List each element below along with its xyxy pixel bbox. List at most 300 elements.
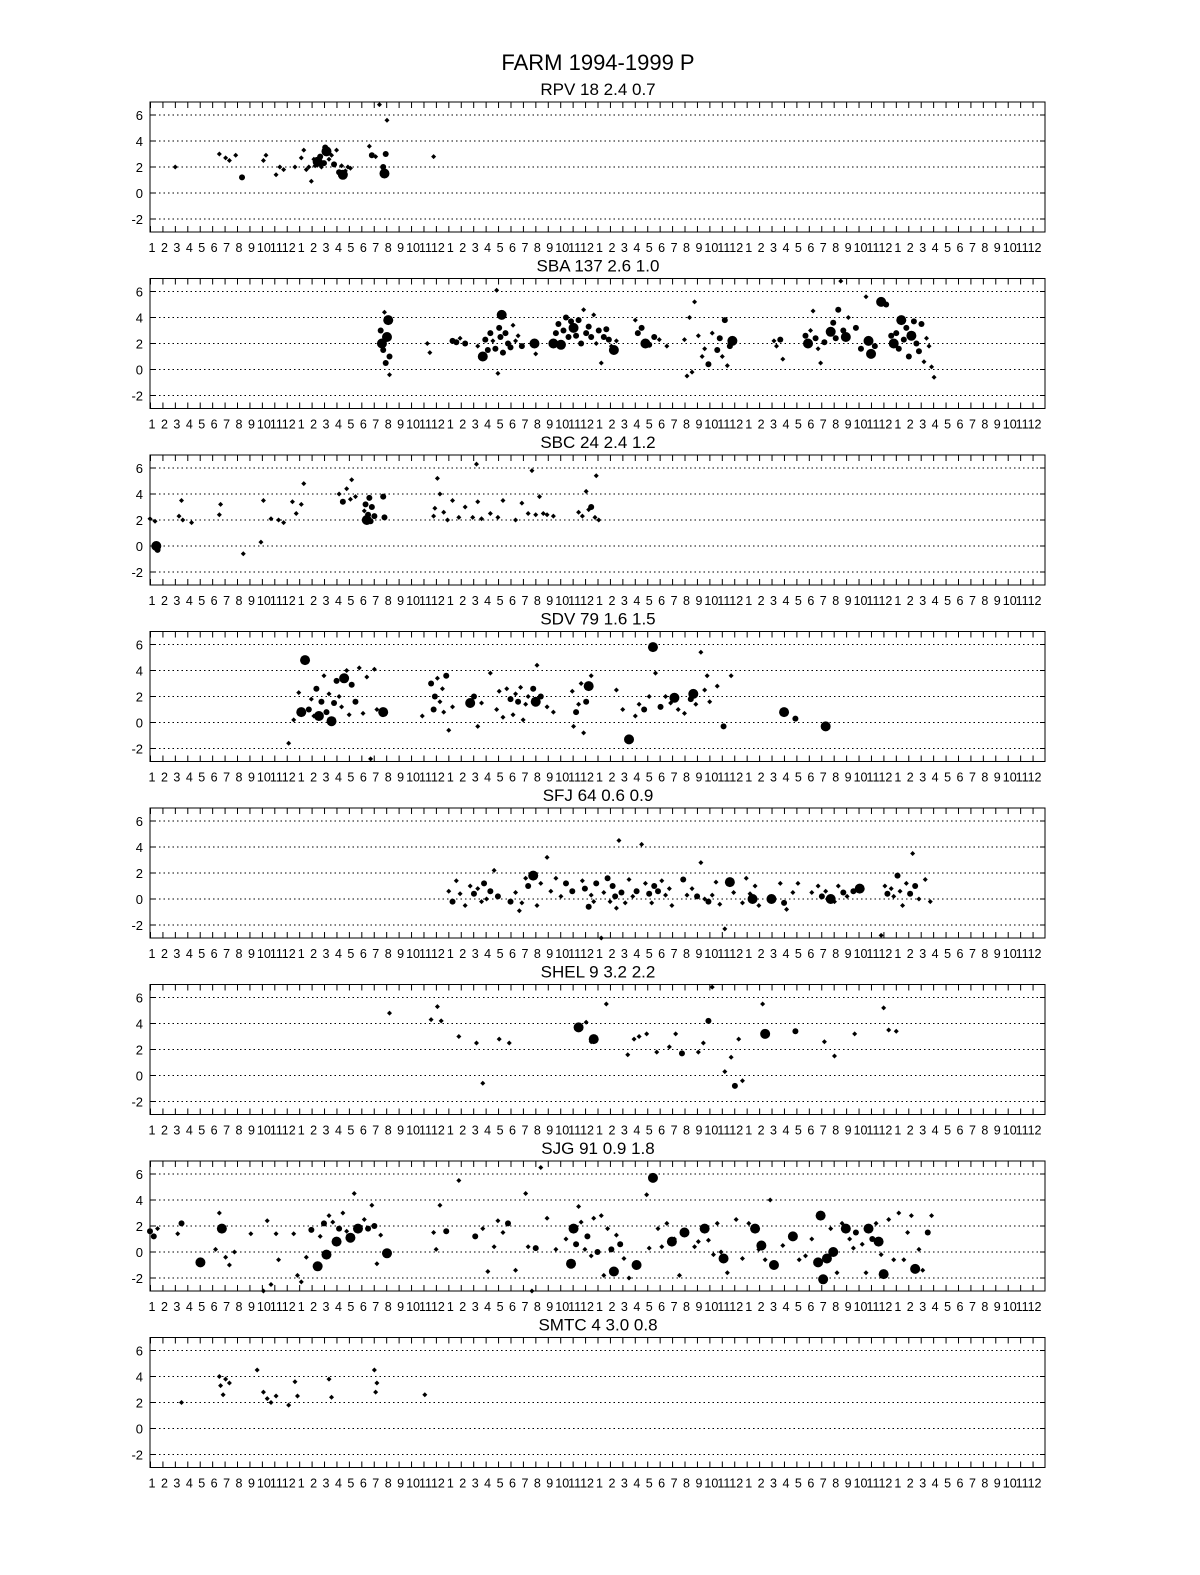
x-tick-label: 9 (247, 947, 255, 961)
y-tick-label: 6 (135, 990, 143, 1006)
x-tick-label: 8 (384, 417, 392, 432)
x-tick-label: 2 (608, 241, 616, 255)
x-tick-label: 3 (770, 594, 778, 608)
x-tick-label: 6 (210, 947, 218, 961)
data-point (893, 330, 899, 336)
x-tick-label: 2 (160, 241, 168, 255)
x-tick-label: 5 (496, 1300, 504, 1314)
y-tick-label: 2 (135, 336, 143, 352)
x-tick-label: 2 (757, 947, 765, 961)
y-tick-label: 0 (135, 362, 143, 378)
x-tick-label: 2 (608, 1476, 616, 1491)
x-tick-label: 7 (968, 417, 976, 432)
data-point (308, 1227, 314, 1233)
data-point (694, 893, 700, 899)
x-tick-label: 12 (1027, 1476, 1042, 1491)
data-point (321, 1220, 327, 1226)
x-tick-label: 8 (384, 1300, 392, 1314)
x-tick-label: 1 (148, 1123, 156, 1138)
x-tick-label: 11 (418, 594, 432, 608)
x-tick-label: 6 (210, 770, 218, 785)
data-point (618, 890, 624, 896)
data-point (345, 1233, 355, 1243)
x-tick-label: 5 (496, 947, 504, 961)
x-tick-label: 2 (160, 770, 168, 785)
data-point (835, 307, 841, 313)
panel-title: SHEL 9 3.2 2.2 (540, 962, 656, 982)
x-tick-label: 11 (568, 770, 582, 785)
x-tick-label: 12 (729, 1476, 744, 1491)
x-tick-label: 3 (471, 770, 479, 785)
x-tick-label: 9 (993, 241, 1001, 255)
x-tick-label: 7 (223, 417, 231, 432)
data-point (443, 1228, 449, 1234)
x-tick-label: 6 (509, 1300, 516, 1314)
data-point (748, 894, 758, 904)
x-tick-label: 7 (372, 417, 380, 432)
x-tick-label: 6 (658, 947, 666, 961)
y-tick-label: 4 (135, 663, 143, 679)
x-tick-label: 9 (695, 1300, 703, 1314)
data-point (603, 326, 609, 332)
x-tick-label: 11 (1015, 417, 1029, 432)
x-tick-label: 3 (322, 241, 330, 255)
x-tick-label: 8 (384, 1123, 392, 1138)
x-tick-label: 7 (968, 947, 976, 961)
data-point (883, 302, 889, 308)
x-tick-label: 4 (931, 770, 939, 785)
x-tick-label: 10 (1002, 770, 1017, 785)
x-tick-label: 2 (906, 417, 914, 432)
data-point (705, 899, 711, 905)
x-tick-label: 5 (198, 594, 206, 608)
x-tick-label: 9 (397, 1123, 405, 1138)
x-tick-label: 10 (853, 1476, 868, 1491)
x-tick-label: 4 (484, 241, 492, 255)
x-tick-label: 10 (406, 594, 420, 608)
x-tick-label: 8 (683, 417, 690, 432)
data-point (918, 321, 924, 327)
x-tick-label: 7 (968, 241, 976, 255)
x-tick-label: 8 (533, 1300, 541, 1314)
x-tick-label: 2 (906, 1476, 914, 1491)
x-tick-label: 5 (347, 241, 355, 255)
x-tick-label: 1 (148, 1476, 156, 1491)
data-point (327, 716, 337, 726)
x-tick-label: 3 (620, 1476, 628, 1491)
x-tick-label: 5 (794, 417, 802, 432)
data-point (573, 1241, 579, 1247)
data-point (639, 325, 645, 331)
x-tick-label: 7 (968, 594, 976, 608)
x-tick-label: 12 (430, 241, 445, 255)
data-point (383, 151, 389, 157)
x-tick-label: 9 (546, 1476, 554, 1491)
data-point (679, 1228, 689, 1238)
x-tick-label: 12 (729, 947, 744, 961)
x-tick-label: 4 (633, 1123, 641, 1138)
x-tick-label: 10 (1002, 947, 1017, 961)
x-tick-label: 10 (555, 594, 570, 608)
y-tick-label: 0 (135, 1068, 143, 1084)
x-tick-label: 2 (757, 1123, 765, 1138)
data-point (505, 1220, 511, 1226)
x-tick-label: 3 (620, 594, 628, 608)
data-point (802, 333, 808, 339)
data-point (432, 694, 438, 700)
x-tick-label: 6 (807, 594, 815, 608)
x-tick-label: 9 (397, 594, 405, 608)
x-tick-label: 11 (418, 1476, 432, 1491)
x-tick-label: 12 (1027, 594, 1042, 608)
x-tick-label: 4 (633, 947, 641, 961)
data-point (151, 1233, 157, 1239)
data-point (792, 1028, 798, 1034)
data-point (239, 174, 245, 180)
x-tick-label: 3 (919, 770, 927, 785)
x-tick-label: 6 (509, 1476, 516, 1491)
data-point (816, 1211, 826, 1221)
data-point (573, 333, 579, 339)
x-tick-label: 6 (509, 594, 516, 608)
x-tick-label: 9 (695, 417, 703, 432)
data-point (502, 330, 508, 336)
x-tick-label: 2 (459, 1476, 467, 1491)
x-tick-label: 12 (1027, 417, 1042, 432)
x-tick-label: 8 (832, 241, 840, 255)
x-tick-label: 4 (334, 417, 342, 432)
x-tick-label: 8 (981, 417, 989, 432)
x-tick-label: 7 (670, 241, 678, 255)
x-tick-label: 2 (459, 241, 467, 255)
x-tick-label: 2 (757, 1476, 765, 1491)
data-point (651, 334, 657, 340)
x-tick-label: 7 (223, 1300, 231, 1314)
y-tick-label: 6 (135, 284, 143, 300)
x-tick-label: 11 (717, 1476, 731, 1491)
x-tick-label: 5 (944, 1123, 952, 1138)
x-tick-label: 10 (704, 947, 719, 961)
data-point (528, 871, 538, 881)
x-tick-label: 11 (269, 594, 283, 608)
x-tick-label: 7 (670, 417, 678, 432)
x-tick-label: 6 (210, 594, 218, 608)
x-tick-label: 1 (297, 770, 305, 785)
x-tick-label: 8 (683, 241, 690, 255)
data-point (884, 891, 890, 897)
x-tick-label: 8 (832, 770, 840, 785)
data-point (566, 1259, 576, 1269)
x-tick-label: 2 (757, 417, 765, 432)
x-tick-label: 3 (471, 417, 479, 432)
x-tick-label: 4 (334, 594, 342, 608)
x-tick-label: 12 (281, 1123, 296, 1138)
x-tick-label: 8 (533, 1476, 541, 1491)
x-tick-label: 3 (919, 947, 927, 961)
x-tick-label: 7 (670, 947, 678, 961)
x-tick-label: 3 (620, 241, 628, 255)
x-tick-label: 8 (384, 241, 392, 255)
data-point (658, 704, 664, 710)
x-tick-label: 7 (819, 1476, 827, 1491)
x-tick-label: 1 (446, 770, 454, 785)
data-point (717, 335, 723, 341)
x-tick-label: 7 (223, 947, 231, 961)
x-tick-label: 3 (173, 594, 181, 608)
x-tick-label: 11 (1015, 947, 1029, 961)
x-tick-label: 8 (384, 770, 392, 785)
data-point (195, 1257, 205, 1267)
x-tick-label: 3 (173, 1476, 181, 1491)
data-point (813, 335, 819, 341)
x-tick-label: 7 (819, 1123, 827, 1138)
x-tick-label: 10 (256, 947, 271, 961)
x-tick-label: 1 (596, 1476, 603, 1491)
x-tick-label: 8 (683, 1300, 690, 1314)
data-point (727, 336, 737, 346)
data-point (779, 707, 789, 717)
x-tick-label: 12 (430, 594, 445, 608)
x-tick-label: 5 (198, 947, 206, 961)
x-tick-label: 10 (406, 947, 420, 961)
x-tick-label: 6 (210, 1476, 218, 1491)
data-point (910, 1264, 920, 1274)
data-point (609, 345, 619, 355)
x-tick-label: 6 (509, 770, 516, 785)
x-tick-label: 12 (281, 594, 296, 608)
x-tick-label: 9 (247, 594, 255, 608)
x-tick-label: 10 (853, 947, 868, 961)
data-point (655, 888, 661, 894)
x-tick-label: 2 (757, 1300, 765, 1314)
x-tick-label: 10 (1002, 1123, 1017, 1138)
data-point (556, 340, 566, 350)
x-tick-label: 8 (384, 594, 392, 608)
x-tick-label: 4 (334, 1300, 342, 1314)
x-tick-label: 8 (832, 417, 840, 432)
x-tick-label: 6 (359, 417, 367, 432)
data-point (515, 699, 521, 705)
x-tick-label: 7 (521, 594, 529, 608)
x-tick-label: 10 (256, 770, 271, 785)
data-point (147, 1228, 153, 1234)
x-tick-label: 9 (993, 770, 1001, 785)
y-tick-label: 0 (135, 892, 143, 907)
x-tick-label: 7 (968, 1123, 976, 1138)
data-point (872, 343, 878, 349)
x-tick-label: 11 (568, 417, 582, 432)
data-point (383, 315, 393, 325)
data-point (349, 682, 355, 688)
x-tick-label: 12 (729, 1123, 744, 1138)
x-tick-label: 4 (782, 1300, 790, 1314)
y-tick-label: 0 (135, 186, 143, 201)
x-tick-label: 1 (148, 241, 156, 255)
x-tick-label: 12 (878, 770, 893, 785)
data-point (443, 673, 449, 679)
y-tick-label: 2 (135, 160, 143, 175)
x-tick-label: 9 (546, 1300, 554, 1314)
x-tick-label: 10 (555, 417, 570, 432)
x-tick-label: 10 (704, 241, 719, 255)
x-tick-label: 6 (956, 1476, 964, 1491)
x-tick-label: 12 (430, 1300, 445, 1314)
x-tick-label: 4 (782, 594, 790, 608)
x-tick-label: 5 (198, 417, 206, 432)
x-tick-label: 8 (832, 1300, 840, 1314)
x-tick-label: 3 (173, 1123, 181, 1138)
x-tick-label: 11 (568, 1123, 582, 1138)
x-tick-label: 5 (944, 417, 952, 432)
x-tick-label: 4 (633, 1300, 641, 1314)
x-tick-label: 4 (185, 1123, 193, 1138)
x-tick-label: 11 (866, 1476, 880, 1491)
y-tick-label: 6 (135, 461, 143, 476)
x-tick-label: 5 (645, 770, 653, 785)
x-tick-label: 11 (568, 1476, 582, 1491)
x-tick-label: 11 (1015, 594, 1029, 608)
panel-title: SBC 24 2.4 1.2 (540, 433, 656, 452)
x-tick-label: 10 (555, 947, 570, 961)
x-tick-label: 6 (956, 1300, 964, 1314)
data-point (722, 317, 728, 323)
x-tick-label: 2 (608, 417, 616, 432)
x-tick-label: 10 (1002, 241, 1017, 255)
x-tick-label: 11 (1015, 1123, 1029, 1138)
data-point (896, 315, 906, 325)
x-tick-label: 11 (717, 947, 731, 961)
x-tick-label: 9 (397, 1300, 405, 1314)
x-tick-label: 9 (247, 770, 255, 785)
x-tick-label: 11 (866, 594, 880, 608)
x-tick-label: 10 (704, 594, 719, 608)
x-tick-label: 6 (956, 770, 964, 785)
data-point (485, 347, 491, 353)
x-tick-label: 2 (757, 594, 765, 608)
data-point (833, 335, 839, 341)
x-tick-label: 12 (580, 1476, 595, 1491)
x-tick-label: 2 (160, 417, 168, 432)
x-tick-label: 2 (310, 417, 318, 432)
data-point (595, 1249, 601, 1255)
y-tick-label: -2 (131, 212, 143, 227)
x-tick-label: 6 (807, 947, 815, 961)
x-tick-label: 12 (430, 947, 445, 961)
y-tick-label: 6 (135, 108, 143, 123)
x-tick-label: 11 (866, 417, 880, 432)
panel-title: SBA 137 2.6 1.0 (536, 256, 660, 276)
data-point (818, 1274, 828, 1284)
data-point (383, 360, 389, 366)
data-point (529, 339, 539, 349)
data-point (760, 1029, 770, 1039)
x-tick-label: 1 (894, 417, 902, 432)
x-tick-label: 3 (471, 594, 479, 608)
data-point (576, 317, 582, 323)
x-tick-label: 10 (1002, 594, 1017, 608)
x-tick-label: 10 (704, 417, 719, 432)
x-tick-label: 1 (745, 1476, 753, 1491)
x-tick-label: 2 (608, 947, 616, 961)
data-point (584, 681, 594, 691)
x-tick-label: 11 (568, 1300, 582, 1314)
x-tick-label: 11 (269, 1123, 283, 1138)
x-tick-label: 3 (620, 1300, 628, 1314)
y-tick-label: 4 (135, 487, 143, 502)
data-point (907, 891, 913, 897)
data-point (530, 686, 536, 692)
x-tick-label: 4 (782, 770, 790, 785)
x-tick-label: 5 (198, 1123, 206, 1138)
x-tick-label: 3 (173, 947, 181, 961)
x-tick-label: 2 (310, 594, 318, 608)
y-tick-label: 2 (135, 513, 143, 528)
data-point (379, 169, 389, 179)
x-tick-label: 12 (1027, 947, 1042, 961)
data-point (828, 1247, 838, 1257)
data-point (365, 1226, 371, 1232)
x-tick-label: 8 (235, 241, 243, 255)
x-tick-label: 7 (968, 1476, 976, 1491)
x-tick-label: 9 (695, 1476, 703, 1491)
x-tick-label: 6 (658, 1123, 666, 1138)
x-tick-label: 1 (894, 770, 902, 785)
x-tick-label: 6 (807, 417, 815, 432)
data-point (573, 709, 579, 715)
x-tick-label: 3 (620, 947, 628, 961)
x-tick-label: 12 (580, 417, 595, 432)
x-tick-label: 12 (281, 1300, 296, 1314)
x-tick-label: 4 (633, 417, 641, 432)
x-tick-label: 7 (223, 241, 231, 255)
x-tick-label: 4 (484, 1476, 492, 1491)
data-point (313, 1261, 323, 1271)
x-tick-label: 12 (1027, 1300, 1042, 1314)
x-tick-label: 12 (580, 947, 595, 961)
data-point (317, 154, 323, 160)
x-tick-label: 10 (853, 1123, 868, 1138)
x-tick-label: 3 (173, 417, 181, 432)
x-tick-label: 2 (160, 1300, 168, 1314)
x-tick-label: 5 (794, 594, 802, 608)
data-point (821, 339, 827, 345)
x-tick-label: 2 (459, 594, 467, 608)
x-tick-label: 11 (717, 241, 731, 255)
data-point (632, 1260, 642, 1270)
y-tick-label: -2 (131, 388, 143, 404)
data-point (714, 347, 720, 353)
y-tick-label: 6 (135, 1167, 143, 1182)
x-tick-label: 3 (471, 241, 479, 255)
x-tick-label: 9 (247, 1123, 255, 1138)
data-point (705, 361, 711, 367)
data-point (721, 723, 727, 729)
data-point (803, 339, 813, 349)
data-point (766, 894, 776, 904)
x-tick-label: 7 (819, 770, 827, 785)
x-tick-label: 5 (794, 1123, 802, 1138)
x-tick-label: 1 (297, 947, 305, 961)
x-tick-label: 12 (1027, 241, 1042, 255)
x-tick-label: 11 (1015, 1300, 1029, 1314)
data-point (471, 891, 477, 897)
x-tick-label: 3 (919, 1123, 927, 1138)
data-point (830, 320, 836, 326)
data-point (353, 1224, 363, 1234)
x-tick-label: 4 (185, 947, 193, 961)
y-tick-label: 4 (135, 134, 143, 149)
data-point (569, 888, 575, 894)
